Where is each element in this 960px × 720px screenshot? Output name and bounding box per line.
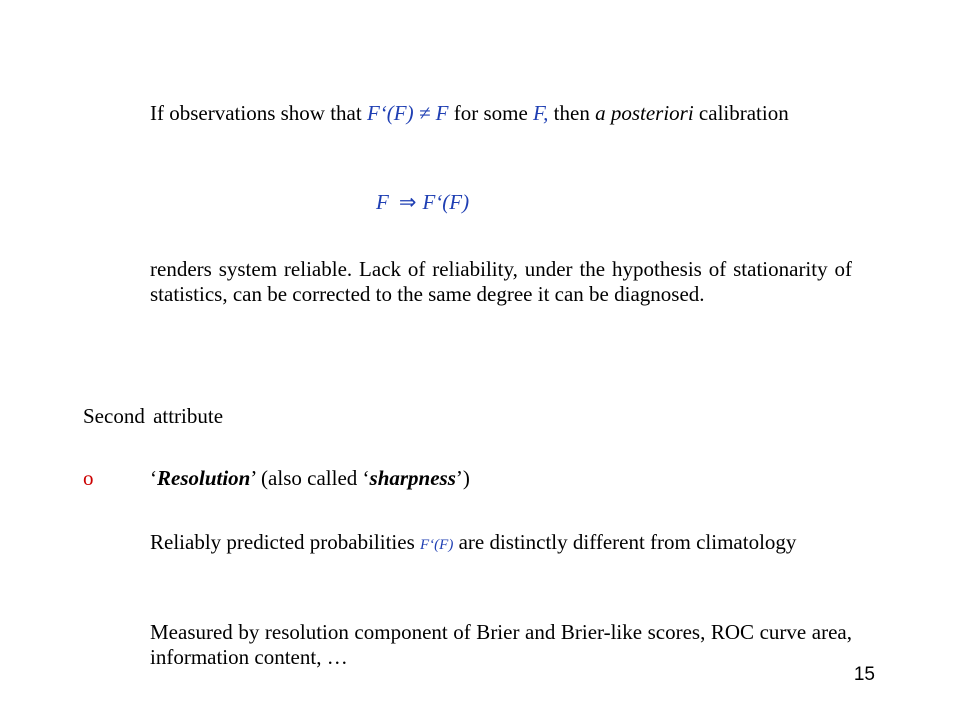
paragraph-resolution-measures: Measured by resolution component of Brier and Brier-like scores, ROC curve area, information content, … [150,620,852,669]
p3-text-post: are distinctly different from climatology [453,530,797,554]
p1-expression-f: F, [533,101,549,125]
p1-text-mid: for some [448,101,534,125]
p1-text-post: calibration [693,101,789,125]
section-heading: Second attribute [83,404,224,428]
paragraph-reliability: renders system reliable. Lack of reliability, under the hypothesis of stationarity of statistics, can be corrected to the same degree it can be diagnosed. [150,257,852,306]
page-number: 15 [853,664,875,685]
implies-arrow-icon: ⇒ [398,190,417,214]
calibration-formula [376,190,469,215]
formula-lhs: F [376,190,389,214]
p1-text-mid2: then [548,101,596,125]
bullet-marker: o [83,466,94,490]
p3-text-pre: Reliably predicted probabilities [150,530,421,554]
p3-expression: F‘(F) [420,537,454,553]
p1-text-a-posteriori: a posteriori [595,101,694,125]
p1-expression-inequality: F‘(F) ≠ F [366,101,449,125]
term-resolution: Resolution [157,466,251,490]
bullet-text-mid: ’ (also called ‘ [250,466,370,490]
bullet-text-end: ’) [455,466,470,490]
term-sharpness: sharpness [369,466,456,490]
p1-text-pre: If observations show that [150,101,367,125]
formula-rhs: F‘(F) [422,190,470,214]
paragraph-resolution-definition [150,530,852,558]
paragraph-calibration [150,101,852,126]
bullet-quote-open: ‘ [150,466,157,490]
bullet-item-resolution [150,466,470,491]
